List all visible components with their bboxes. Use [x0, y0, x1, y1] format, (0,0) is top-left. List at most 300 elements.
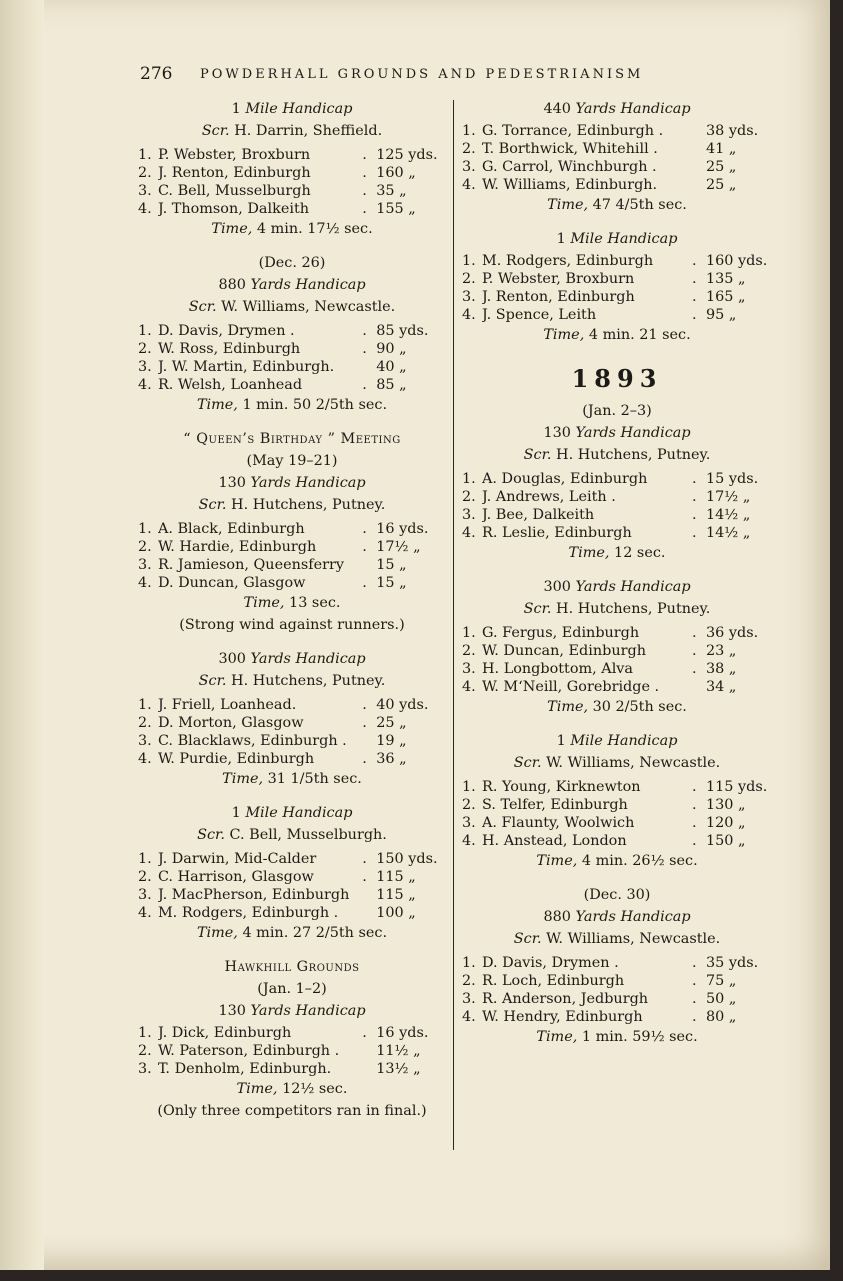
runner-name: G. Fergus, Edinburgh — [482, 625, 640, 641]
time-value: 4 min. 27 2/5th sec. — [242, 925, 388, 941]
result-row — [462, 506, 772, 524]
race-title — [138, 276, 446, 294]
runner-name: J. Renton, Edinburgh — [482, 289, 635, 305]
result-position: 1. — [462, 123, 476, 139]
runner-name: R. Loch, Edinburgh — [482, 973, 625, 989]
scratch-line — [138, 298, 446, 316]
runner-name: T. Denholm, Edinburgh. — [157, 1061, 332, 1077]
result-position: 4. — [138, 905, 152, 921]
leader-dot: . — [692, 661, 697, 677]
results-list — [462, 122, 772, 194]
handicap-start: 160 „ — [376, 165, 416, 181]
runner-name: T. Borthwick, Whitehill . — [482, 141, 658, 157]
race-distance: 1 — [556, 231, 571, 247]
result-row — [462, 176, 772, 194]
result-row — [462, 814, 772, 832]
runner-name: P. Webster, Broxburn — [482, 271, 635, 287]
race-note: (Only three competitors ran in final.) — [157, 1103, 427, 1119]
result-position: 3. — [138, 1061, 152, 1077]
meeting-label: “ Queen’s Birthday ” Meeting — [183, 431, 401, 447]
result-position: 4. — [138, 201, 152, 217]
results-list — [462, 470, 772, 542]
scratch-line — [462, 446, 772, 464]
leader-dot: . — [362, 697, 367, 713]
race-type: Mile Handicap — [245, 101, 353, 117]
handicap-start: 19 „ — [376, 733, 407, 749]
race-time — [138, 924, 446, 942]
meeting-label: Hawkhill Grounds — [224, 959, 360, 975]
handicap-start: 17½ „ — [706, 489, 751, 505]
leader-dot: . — [692, 973, 697, 989]
result-position: 1. — [138, 851, 152, 867]
handicap-start: 85 „ — [376, 377, 407, 393]
leader-dot: . — [692, 833, 697, 849]
handicap-start: 75 „ — [706, 973, 737, 989]
handicap-start: 35 yds. — [706, 955, 759, 971]
race-distance: 130 — [543, 425, 576, 441]
handicap-start: 40 yds. — [376, 697, 429, 713]
leader-dot: . — [362, 869, 367, 885]
result-position: 3. — [462, 815, 476, 831]
result-row — [138, 538, 446, 556]
result-position: 1. — [138, 521, 152, 537]
time-label: Time, — [222, 771, 264, 787]
result-position: 1. — [138, 1025, 152, 1041]
leader-dot: . — [692, 525, 697, 541]
leader-dot: . — [692, 955, 697, 971]
handicap-start: 38 yds. — [706, 123, 759, 139]
race-distance: 300 — [218, 651, 251, 667]
leader-dot — [362, 886, 376, 904]
handicap-start: 25 „ — [706, 177, 737, 193]
runner-name: C. Harrison, Glasgow — [157, 869, 314, 885]
scratch-line — [462, 930, 772, 948]
leader-dot: . — [362, 521, 367, 537]
runner-name: D. Davis, Drymen . — [157, 323, 295, 339]
runner-name: W. Paterson, Edinburgh . — [157, 1043, 340, 1059]
runner-name: G. Carrol, Winchburgh . — [482, 159, 657, 175]
handicap-start: 13½ „ — [376, 1061, 421, 1077]
race-time — [138, 594, 446, 612]
scratch-line — [462, 754, 772, 772]
runner-name: J. Andrews, Leith . — [482, 489, 616, 505]
result-row — [462, 524, 772, 542]
leader-dot — [692, 158, 706, 176]
time-value: 47 4/5th sec. — [592, 197, 687, 213]
handicap-start: 36 „ — [376, 751, 407, 767]
runner-name: J. Spence, Leith — [482, 307, 597, 323]
handicap-start: 165 „ — [706, 289, 746, 305]
race-event — [462, 364, 772, 562]
race-title — [462, 578, 772, 596]
runner-name: R. Jamieson, Queensferry — [157, 557, 344, 573]
handicap-start: 41 „ — [706, 141, 737, 157]
runner-name: A. Flaunty, Woolwich — [482, 815, 635, 831]
result-position: 2. — [138, 869, 152, 885]
results-list — [138, 1024, 446, 1078]
leader-dot: . — [362, 201, 367, 217]
handicap-start: 25 „ — [376, 715, 407, 731]
leader-dot: . — [692, 507, 697, 523]
leader-dot — [362, 904, 376, 922]
race-event — [462, 578, 772, 716]
runner-name: G. Torrance, Edinburgh . — [482, 123, 664, 139]
meeting-dates: (Jan. 1–2) — [257, 981, 327, 997]
meeting-label: (Dec. 26) — [258, 255, 326, 271]
handicap-start: 125 yds. — [376, 147, 438, 163]
column-divider — [453, 100, 454, 1150]
leader-dot: . — [692, 1009, 697, 1025]
leader-dot: . — [692, 643, 697, 659]
result-position: 3. — [462, 159, 476, 175]
runner-name: A. Black, Edinburgh — [157, 521, 305, 537]
handicap-start: 23 „ — [706, 643, 737, 659]
runner-name: R. Young, Kirknewton — [482, 779, 641, 795]
runner-name: R. Leslie, Edinburgh — [482, 525, 632, 541]
handicap-start: 120 „ — [706, 815, 746, 831]
race-time — [138, 1080, 446, 1098]
time-label: Time, — [236, 1081, 278, 1097]
race-type: Mile Handicap — [245, 805, 353, 821]
runner-name: A. Douglas, Edinburgh — [482, 471, 648, 487]
race-title — [462, 100, 772, 118]
results-list — [138, 322, 446, 394]
result-position: 4. — [462, 833, 476, 849]
results-list — [138, 146, 446, 218]
leader-dot: . — [692, 307, 697, 323]
result-position: 1. — [138, 147, 152, 163]
result-row — [138, 732, 446, 750]
runner-name: J. W. Martin, Edinburgh. — [157, 359, 335, 375]
race-distance: 1 — [231, 805, 246, 821]
result-row — [462, 140, 772, 158]
handicap-start: 150 yds. — [376, 851, 438, 867]
runner-name: R. Welsh, Loanhead — [157, 377, 303, 393]
result-position: 4. — [462, 177, 476, 193]
scratch-label: Scr. — [197, 827, 225, 843]
result-row — [462, 990, 772, 1008]
handicap-start: 11½ „ — [376, 1043, 421, 1059]
time-value: 4 min. 26½ sec. — [581, 853, 698, 869]
runner-name: J. Bee, Dalkeith — [482, 507, 595, 523]
race-title — [462, 732, 772, 750]
results-list — [138, 850, 446, 922]
handicap-start: 115 „ — [376, 887, 416, 903]
result-row — [138, 714, 446, 732]
scratch-label: Scr. — [201, 123, 230, 139]
handicap-start: 135 „ — [706, 271, 746, 287]
result-row — [138, 322, 446, 340]
runner-name: W. Hardie, Edinburgh — [157, 539, 317, 555]
race-distance: 300 — [543, 579, 576, 595]
leader-dot: . — [692, 625, 697, 641]
results-list — [462, 778, 772, 850]
runner-name: J. Darwin, Mid-Calder — [157, 851, 317, 867]
handicap-start: 85 yds. — [376, 323, 429, 339]
leader-dot: . — [362, 539, 367, 555]
result-row — [138, 556, 446, 574]
handicap-start: 90 „ — [376, 341, 407, 357]
leader-dot — [362, 1042, 376, 1060]
race-title — [462, 424, 772, 442]
leader-dot: . — [692, 271, 697, 287]
race-type: Yards Handicap — [575, 909, 691, 925]
scratch-line — [138, 826, 446, 844]
leader-dot: . — [692, 779, 697, 795]
race-event — [138, 804, 446, 942]
leader-dot: . — [362, 147, 367, 163]
handicap-start: 14½ „ — [706, 507, 751, 523]
leader-dot: . — [692, 815, 697, 831]
result-row — [138, 520, 446, 538]
leader-dot — [692, 176, 706, 194]
scratch-label: Scr. — [523, 447, 552, 463]
leader-dot: . — [362, 341, 367, 357]
race-type: Yards Handicap — [250, 1003, 366, 1019]
scratch-runner: H. Hutchens, Putney. — [231, 497, 386, 513]
result-position: 3. — [462, 661, 476, 677]
handicap-start: 36 yds. — [706, 625, 759, 641]
race-title — [462, 230, 772, 248]
result-row — [462, 252, 772, 270]
results-list — [462, 252, 772, 324]
result-position: 2. — [462, 797, 476, 813]
scratch-line — [138, 496, 446, 514]
leader-dot: . — [692, 991, 697, 1007]
result-position: 1. — [138, 323, 152, 339]
leader-dot — [362, 358, 376, 376]
page-gutter — [0, 0, 44, 1270]
race-event — [138, 650, 446, 788]
race-event — [138, 430, 446, 634]
time-label: Time, — [243, 595, 285, 611]
result-row — [138, 696, 446, 714]
handicap-start: 155 „ — [376, 201, 416, 217]
result-position: 3. — [138, 183, 152, 199]
handicap-start: 80 „ — [706, 1009, 737, 1025]
race-event — [462, 230, 772, 344]
result-row — [462, 270, 772, 288]
result-row — [462, 1008, 772, 1026]
meeting-label: (Dec. 30) — [583, 887, 651, 903]
runner-name: C. Bell, Musselburgh — [157, 183, 311, 199]
leader-dot: . — [362, 183, 367, 199]
race-event — [138, 100, 446, 238]
runner-name: J. Friell, Loanhead. — [157, 697, 297, 713]
scratch-label: Scr. — [198, 497, 227, 513]
runner-name: J. Thomson, Dalkeith — [157, 201, 309, 217]
scratch-runner: W. Williams, Newcastle. — [546, 931, 721, 947]
race-distance: 880 — [543, 909, 576, 925]
result-row — [138, 182, 446, 200]
meeting-label: (Jan. 2–3) — [582, 403, 652, 419]
result-position: 1. — [462, 625, 476, 641]
time-label: Time, — [536, 1029, 578, 1045]
race-title — [138, 1002, 446, 1020]
scratch-runner: H. Darrin, Sheffield. — [234, 123, 383, 139]
race-distance: 130 — [218, 475, 251, 491]
race-distance: 880 — [218, 277, 251, 293]
race-note: (Strong wind against runners.) — [179, 617, 405, 633]
time-label: Time, — [196, 397, 238, 413]
handicap-start: 40 „ — [376, 359, 407, 375]
time-value: 4 min. 21 sec. — [588, 327, 691, 343]
result-row — [462, 954, 772, 972]
result-row — [138, 1042, 446, 1060]
race-time — [462, 698, 772, 716]
scratch-runner: W. Williams, Newcastle. — [221, 299, 396, 315]
runner-name: M. Rodgers, Edinburgh — [482, 253, 654, 269]
time-value: 4 min. 17½ sec. — [256, 221, 373, 237]
race-time — [138, 220, 446, 238]
scratch-label: Scr. — [188, 299, 217, 315]
leader-dot: . — [362, 377, 367, 393]
race-type: Yards Handicap — [575, 579, 691, 595]
race-distance: 440 — [543, 101, 576, 117]
time-label: Time, — [568, 545, 610, 561]
runner-name: S. Telfer, Edinburgh — [482, 797, 628, 813]
result-row — [462, 660, 772, 678]
result-position: 4. — [138, 751, 152, 767]
race-title — [138, 804, 446, 822]
result-row — [138, 1060, 446, 1078]
result-position: 2. — [462, 643, 476, 659]
runner-name: W. Williams, Edinburgh. — [482, 177, 658, 193]
race-type: Mile Handicap — [570, 231, 678, 247]
handicap-start: 25 „ — [706, 159, 737, 175]
race-time — [462, 1028, 772, 1046]
result-row — [138, 164, 446, 182]
running-title: POWDERHALL GROUNDS AND PEDESTRIANISM — [200, 67, 644, 82]
result-position: 2. — [462, 271, 476, 287]
race-type: Yards Handicap — [250, 651, 366, 667]
result-position: 2. — [138, 341, 152, 357]
scratch-runner: H. Hutchens, Putney. — [556, 447, 711, 463]
result-row — [462, 306, 772, 324]
time-value: 31 1/5th sec. — [267, 771, 362, 787]
handicap-start: 50 „ — [706, 991, 737, 1007]
result-position: 3. — [138, 557, 152, 573]
runner-name: H. Anstead, London — [482, 833, 627, 849]
result-row — [138, 358, 446, 376]
result-position: 1. — [462, 955, 476, 971]
left-column — [138, 100, 446, 1136]
result-row — [462, 972, 772, 990]
scratch-runner: H. Hutchens, Putney. — [556, 601, 711, 617]
scratch-runner: W. Williams, Newcastle. — [546, 755, 721, 771]
right-column — [462, 100, 772, 1062]
result-row — [462, 122, 772, 140]
leader-dot: . — [692, 253, 697, 269]
page-number: 276 — [140, 64, 173, 84]
time-label: Time, — [536, 853, 578, 869]
handicap-start: 17½ „ — [376, 539, 421, 555]
result-position: 4. — [462, 679, 476, 695]
result-position: 3. — [462, 991, 476, 1007]
race-event — [462, 100, 772, 214]
result-row — [138, 376, 446, 394]
result-row — [462, 488, 772, 506]
runner-name: C. Blacklaws, Edinburgh . — [157, 733, 347, 749]
result-row — [138, 200, 446, 218]
result-position: 4. — [138, 575, 152, 591]
time-label: Time, — [547, 699, 589, 715]
time-value: 1 min. 59½ sec. — [581, 1029, 698, 1045]
time-value: 12½ sec. — [282, 1081, 348, 1097]
runner-name: W. Hendry, Edinburgh — [482, 1009, 643, 1025]
leader-dot — [362, 556, 376, 574]
result-position: 3. — [462, 289, 476, 305]
race-time — [138, 770, 446, 788]
result-position: 3. — [138, 359, 152, 375]
race-type: Mile Handicap — [570, 733, 678, 749]
leader-dot — [692, 140, 706, 158]
result-position: 3. — [138, 887, 152, 903]
result-row — [462, 678, 772, 696]
result-position: 2. — [462, 489, 476, 505]
time-label: Time, — [196, 925, 238, 941]
result-position: 4. — [462, 1009, 476, 1025]
handicap-start: 150 „ — [706, 833, 746, 849]
time-value: 12 sec. — [614, 545, 666, 561]
result-row — [462, 158, 772, 176]
leader-dot: . — [362, 851, 367, 867]
race-event — [462, 732, 772, 870]
handicap-start: 35 „ — [376, 183, 407, 199]
scratch-label: Scr. — [198, 673, 227, 689]
handicap-start: 14½ „ — [706, 525, 751, 541]
leader-dot: . — [362, 575, 367, 591]
handicap-start: 115 yds. — [706, 779, 768, 795]
leader-dot: . — [692, 471, 697, 487]
result-row — [138, 574, 446, 592]
runner-name: D. Morton, Glasgow — [157, 715, 304, 731]
result-row — [462, 288, 772, 306]
result-row — [138, 146, 446, 164]
handicap-start: 130 „ — [706, 797, 746, 813]
results-list — [462, 954, 772, 1026]
runner-name: W. Duncan, Edinburgh — [482, 643, 646, 659]
runner-name: H. Longbottom, Alva — [482, 661, 634, 677]
result-row — [138, 904, 446, 922]
scratch-label: Scr. — [513, 931, 542, 947]
runner-name: D. Duncan, Glasgow — [157, 575, 306, 591]
result-row — [138, 750, 446, 768]
race-time — [462, 196, 772, 214]
leader-dot — [362, 732, 376, 750]
time-label: Time, — [547, 197, 589, 213]
result-position: 4. — [138, 377, 152, 393]
result-position: 2. — [138, 165, 152, 181]
handicap-start: 95 „ — [706, 307, 737, 323]
result-row — [138, 868, 446, 886]
result-row — [462, 624, 772, 642]
handicap-start: 16 yds. — [376, 521, 429, 537]
scratch-label: Scr. — [523, 601, 552, 617]
result-position: 4. — [462, 307, 476, 323]
handicap-start: 38 „ — [706, 661, 737, 677]
scratch-runner: C. Bell, Musselburgh. — [229, 827, 387, 843]
race-event — [462, 886, 772, 1046]
race-time — [462, 326, 772, 344]
scratch-label: Scr. — [513, 755, 542, 771]
runner-name: W. Purdie, Edinburgh — [157, 751, 315, 767]
scratch-runner: H. Hutchens, Putney. — [231, 673, 386, 689]
handicap-start: 34 „ — [706, 679, 737, 695]
result-row — [462, 642, 772, 660]
leader-dot: . — [362, 165, 367, 181]
results-list — [462, 624, 772, 696]
